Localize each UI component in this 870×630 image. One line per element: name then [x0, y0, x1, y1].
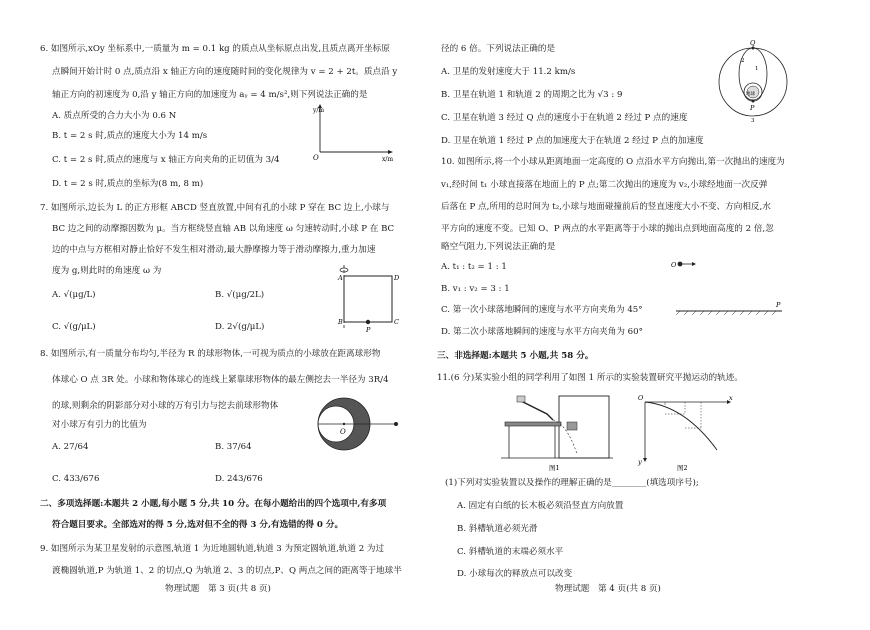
- q9-fig-orbit-3: 3: [751, 118, 755, 124]
- q9-option-c: C. 卫星在轨道 3 经过 Q 点的速度小于在轨道 2 经过 P 点的速度: [441, 113, 688, 123]
- q8-stem-line-4: 对小球万有引力的比值为: [52, 420, 147, 430]
- q11-figure-2-trajectory: [635, 392, 735, 472]
- q7-stem-line-3: 边的中点与方框相对静止恰好不发生相对滑动,最大静摩擦力等于滑动摩擦力,重力加速: [52, 245, 376, 255]
- q10-fig-label-p: P: [776, 301, 781, 309]
- right-page: [435, 0, 870, 630]
- q11-option-a: A. 固定有白纸的长木板必须沿竖直方向放置: [457, 501, 624, 511]
- q9-orbit-figure: [715, 38, 795, 124]
- q6-fig-origin: O: [313, 154, 319, 162]
- q11-option-c: C. 斜槽轨道的末端必须水平: [457, 547, 564, 557]
- q9-fig-orbit-1: 1: [755, 66, 759, 72]
- q9-fig-orbit-2: 2: [741, 58, 745, 64]
- q11-sub-question-1: (1)下列对实验装置以及操作的理解正确的是________(填选项序号);: [445, 478, 699, 488]
- q8-option-a: A. 27/64: [52, 442, 89, 452]
- q7-option-d: D. 2√(g/μL): [215, 322, 265, 332]
- q11-fig2-caption: 图2: [677, 464, 688, 472]
- q6-option-d: D. t = 2 s 时,质点的坐标为(8 m, 8 m): [52, 179, 204, 189]
- q6-fig-y-label: y/m: [313, 107, 325, 114]
- q11-fig2-y-label: y: [638, 458, 642, 466]
- q7-option-b: B. √(μg/2L): [215, 290, 265, 300]
- q11-figure-1-apparatus: [497, 392, 617, 472]
- q10-fig-label-o: O: [671, 261, 677, 269]
- q7-fig-label-p: P: [366, 326, 371, 334]
- q10-stem-line-4: 平方向的速度不变。已知 O、P 两点的水平距离等于小球的抛出点到地面高度的 2 倍,忽: [441, 224, 774, 234]
- q9-stem-line-1: 9. 如图所示为某卫星发射的示意图,轨道 1 为近地圆轨道,轨道 3 为预定圆轨道,轨道 2 为过: [40, 544, 385, 554]
- section-2-title-line-2: 符合题目要求。全部选对的得 5 分,选对但不全的得 3 分,有选错的得 0 分。: [52, 520, 344, 530]
- q11-fig2-origin: O: [638, 394, 644, 402]
- q7-square-frame-figure: [334, 262, 402, 334]
- q11-option-d: D. 小球每次的释放点可以改变: [457, 569, 573, 579]
- q8-stem-line-1: 8. 如图所示,有一质量分布均匀,半径为 R 的球形物体,一可视为质点的小球放在距离球形物: [40, 349, 381, 359]
- q8-option-d: D. 243/676: [215, 474, 263, 484]
- q10-option-c: C. 第一次小球落地瞬间的速度与水平方向夹角为 45°: [441, 305, 643, 315]
- section-2-title-line-1: 二、多项选择题:本题共 2 小题,每小题 5 分,共 10 分。在每小题给出的四个选项中,有多项: [40, 499, 387, 509]
- q9-fig-label-q: Q: [750, 39, 756, 47]
- q11-option-b: B. 斜槽轨道必须光滑: [457, 524, 538, 534]
- q7-fig-label-d: D: [394, 274, 400, 282]
- q10-stem-line-3: 后落在 P 点,所用的总时间为 t₂,小球与地面碰撞前后的竖直速度大小不变、方向相反,水: [441, 202, 771, 212]
- q9-option-d: D. 卫星在轨道 1 经过 P 点的加速度大于在轨道 2 经过 P 点的加速度: [441, 136, 704, 146]
- q9-stem-line-3: 径的 6 倍。下列说法正确的是: [441, 44, 556, 54]
- q8-option-b: B. 37/64: [215, 442, 252, 452]
- q8-fig-center-o: O: [340, 428, 346, 436]
- q9-stem-line-2: 渡椭圆轨道,P 为轨道 1、2 的切点,Q 为轨道 2、3 的切点,P、Q 两点之间的距离等于地球半: [52, 566, 402, 576]
- q8-hollow-sphere-figure: [296, 394, 406, 454]
- q7-stem-line-2: BC 边之间的动摩擦因数为 μ。当方框绕竖直轴 AB 以角速度 ω 匀速转动时,小球 P 在 BC: [52, 224, 395, 234]
- q9-option-a: A. 卫星的发射速度大于 11.2 km/s: [441, 67, 576, 77]
- q10-option-a: A. t₁ : t₂ = 1 : 1: [441, 262, 507, 272]
- section-3-title: 三、非选择题:本题共 5 小题,共 58 分。: [437, 351, 594, 361]
- q10-stem-line-1: 10. 如图所示,将一个小球从距离地面一定高度的 O 点沿水平方向抛出,第一次抛出的速度为: [441, 157, 785, 167]
- q6-stem-line-1: 6. 如图所示,xOy 坐标系中,一质量为 m = 0.1 kg 的质点从坐标原点出发,且质点离开坐标原: [40, 44, 390, 54]
- q7-stem-line-1: 7. 如图所示,边长为 L 的正方形框 ABCD 竖直放置,中间有孔的小球 P 穿在 BC 边上,小球与: [40, 203, 390, 213]
- q6-option-a: A. 质点所受的合力大小为 0.6 N: [52, 111, 177, 121]
- q9-fig-earth: 地球: [746, 92, 755, 97]
- q6-option-c: C. t = 2 s 时,质点的速度与 x 轴正方向夹角的正切值为 3/4: [52, 155, 280, 165]
- q7-option-c: C. √(g/μL): [52, 322, 96, 332]
- q7-stem-line-4: 度为 g,则此时的角速度 ω 为: [52, 266, 162, 276]
- q7-fig-label-a: A: [338, 274, 343, 282]
- q8-stem-line-2: 体球心 O 点 3R 处。小球和物体球心的连线上紧靠球形物体的最左侧挖去一半径为 3R/4: [52, 375, 389, 385]
- q6-stem-line-2: 点瞬间开始计时 0 点,质点沿 x 轴正方向的速度随时间的变化规律为 v = 2 + 2t。质点沿 y: [52, 67, 398, 77]
- q6-option-b: B. t = 2 s 时,质点的速度大小为 14 m/s: [52, 131, 208, 141]
- q10-stem-line-5: 略空气阻力,下列说法正确的是: [441, 242, 556, 252]
- q11-fig1-caption: 图1: [549, 464, 560, 472]
- q8-option-c: C. 433/676: [52, 474, 100, 484]
- q10-projectile-figure: [670, 255, 785, 317]
- q10-stem-line-2: v₁,经时间 t₁ 小球直接落在地面上的 P 点;第二次抛出的速度为 v₂,小球经地面一次反弹: [441, 180, 768, 190]
- q9-fig-label-p: P: [750, 104, 755, 112]
- q9-option-b: B. 卫星在轨道 1 和轨道 2 的周期之比为 √3 : 9: [441, 90, 623, 100]
- q6-axes-figure: [310, 104, 395, 164]
- q10-option-b: B. v₁ : v₂ = 3 : 1: [441, 284, 510, 294]
- q8-stem-line-3: 的球,则剩余的阴影部分对小球的万有引力与挖去前球形物体: [52, 401, 279, 411]
- q7-fig-label-b: B: [338, 318, 343, 326]
- q6-fig-x-label: x/m: [382, 156, 394, 163]
- q11-fig2-x-label: x: [729, 394, 733, 402]
- q7-fig-label-c: C: [394, 318, 399, 326]
- q11-stem: 11.(6 分)某实验小组的同学利用了如图 1 所示的实验装置研究平抛运动的轨迹。: [437, 373, 743, 383]
- page-footer-right: 物理试题 第 4 页(共 8 页): [555, 584, 661, 594]
- q7-option-a: A. √(μg/L): [52, 290, 96, 300]
- page-footer-left: 物理试题 第 3 页(共 8 页): [165, 584, 271, 594]
- q10-option-d: D. 第二次小球落地瞬间的速度与水平方向夹角为 60°: [441, 327, 643, 337]
- q6-stem-line-3: 轴正方向的初速度为 0,沿 y 轴正方向的加速度为 aᵧ = 4 m/s²,则下列说法正确的是: [52, 90, 368, 100]
